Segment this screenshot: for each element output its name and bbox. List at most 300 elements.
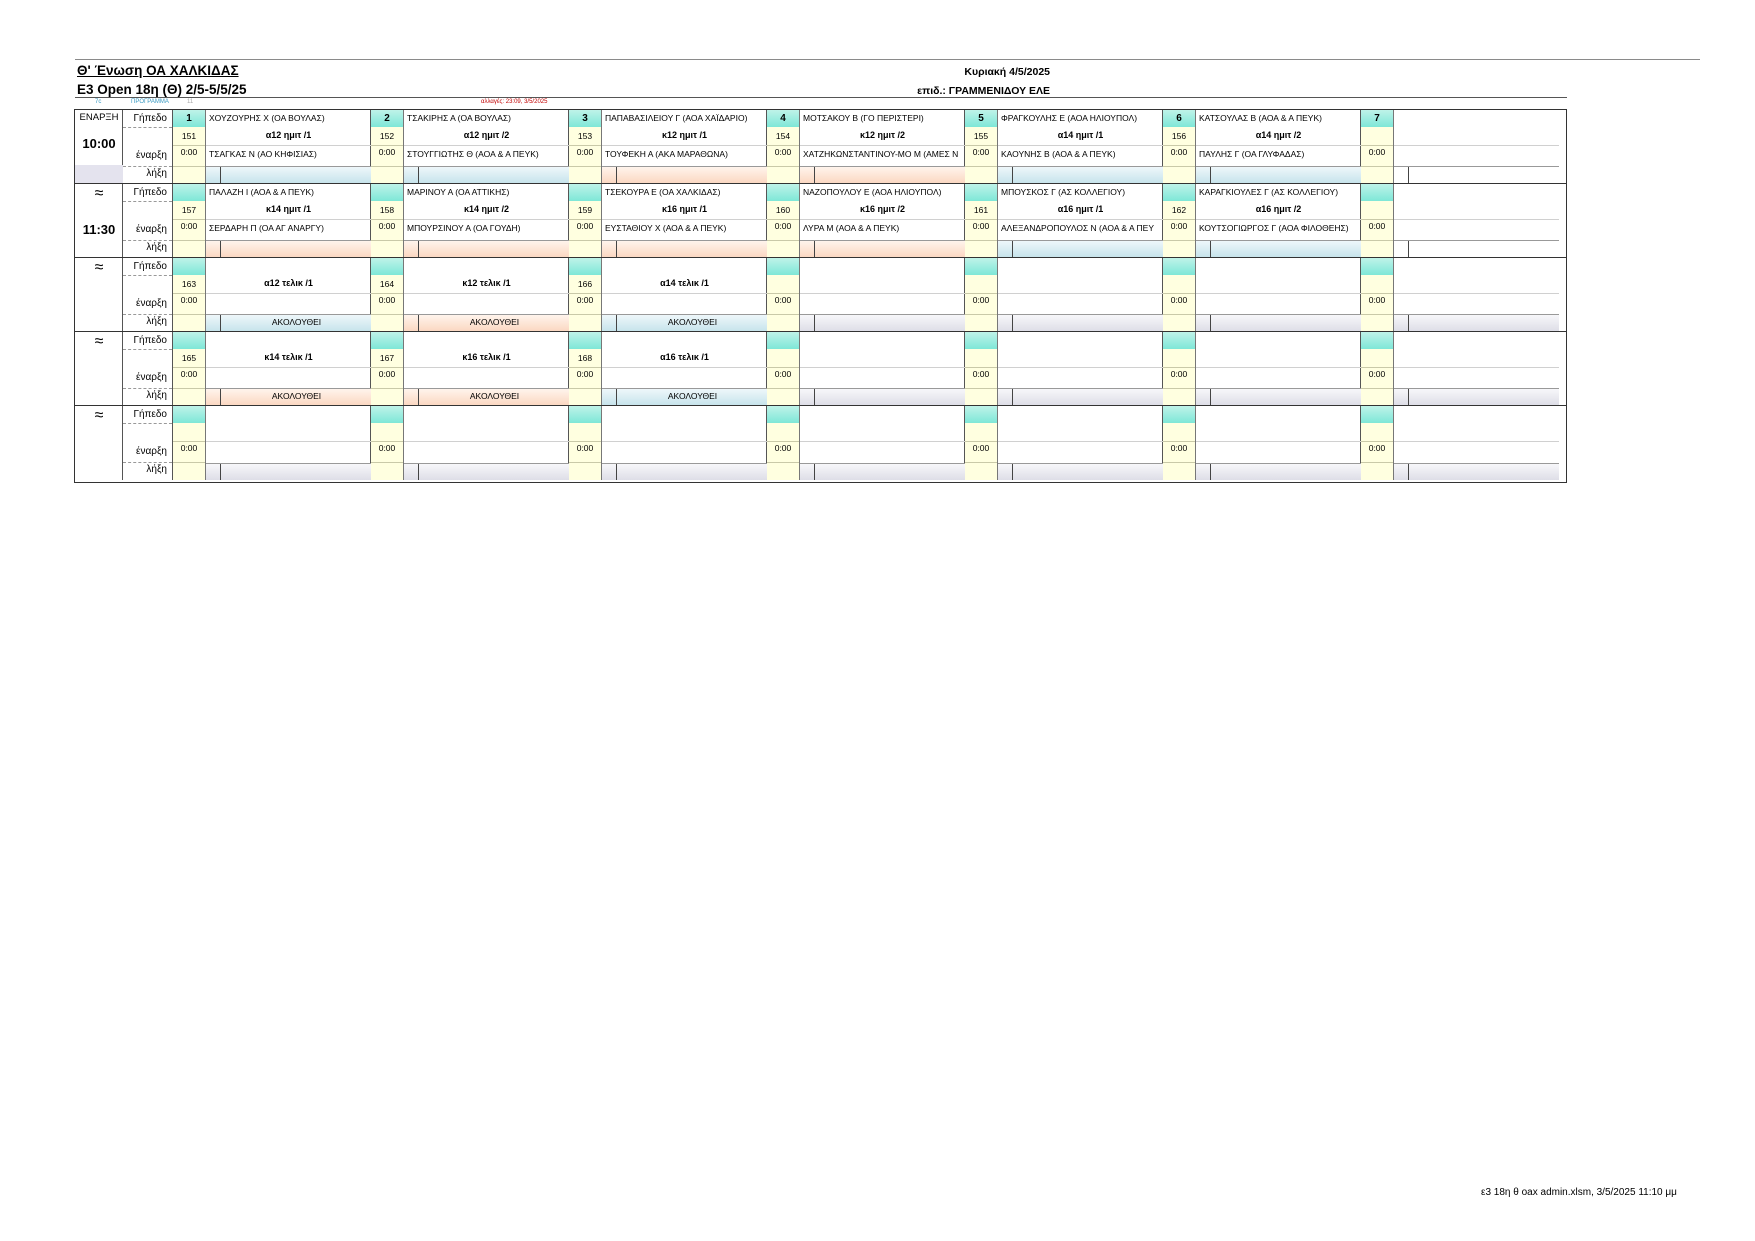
court-number (1361, 184, 1393, 201)
cell-divider (1361, 240, 1393, 241)
cell-divider (173, 166, 205, 167)
cell-divider (371, 441, 403, 442)
end-marker (616, 167, 617, 183)
court-cell[interactable] (1361, 332, 1560, 405)
end-row-label: λήξη (146, 390, 167, 401)
court-number (569, 406, 601, 423)
end-status-bar[interactable] (1394, 166, 1559, 183)
slot-time: 10:00 (82, 136, 116, 151)
cell-divider (371, 314, 403, 315)
end-status-bar[interactable] (602, 388, 767, 405)
player-1: ΦΡΑΓΚΟΥΛΗΣ Ε (ΑΟΑ ΗΛΙΟΥΠΟΛ) (1001, 113, 1138, 123)
start-time[interactable]: 0:00 (576, 147, 594, 157)
player-1: ΝΑΖΟΠΟΥΛΟΥ Ε (ΑΟΑ ΗΛΙΟΥΠΟΛ) (803, 187, 942, 197)
cell-divider (173, 219, 205, 220)
top-rule (75, 59, 1700, 60)
court-number (173, 184, 205, 201)
cell-divider (371, 219, 403, 220)
end-status-bar[interactable] (1196, 166, 1361, 183)
end-marker (418, 241, 419, 257)
round-label: κ16 ημιτ /1 (661, 204, 708, 214)
court-number (767, 406, 799, 423)
start-time[interactable]: 0:00 (1170, 295, 1188, 305)
end-status-bar[interactable] (404, 463, 569, 480)
court-number (965, 184, 997, 201)
round-label: κ12 τελικ /1 (462, 278, 511, 288)
court-number (1361, 332, 1393, 349)
court-number: 5 (965, 110, 997, 127)
start-time[interactable]: 0:00 (1170, 443, 1188, 453)
court-cell[interactable] (965, 332, 1163, 405)
court-cell[interactable] (569, 406, 767, 480)
end-status-bar[interactable] (800, 240, 965, 257)
player-1: ΤΣΕΚΟΥΡΑ Ε (ΟΑ ΧΑΛΚΙΔΑΣ) (605, 187, 721, 197)
cell-divider (173, 314, 205, 315)
end-status-bar[interactable] (206, 463, 371, 480)
start-time[interactable]: 0:00 (180, 369, 198, 379)
start-time[interactable]: 0:00 (774, 443, 792, 453)
end-status-bar[interactable] (602, 166, 767, 183)
court-number (371, 258, 403, 275)
end-status-bar[interactable] (602, 463, 767, 480)
match-number: 163 (181, 279, 197, 289)
number-column (1361, 406, 1394, 480)
cell-divider (767, 367, 799, 368)
cell-divider (767, 293, 799, 294)
number-column (1163, 110, 1196, 183)
match-number: 168 (577, 353, 593, 363)
court-cell[interactable] (371, 110, 569, 183)
court-number: 7 (1361, 110, 1393, 127)
number-column (173, 110, 206, 183)
match-number: 158 (379, 205, 395, 215)
player-2: ΤΟΥΦΕΚΗ Α (ΑΚΑ ΜΑΡΑΘΩΝΑ) (605, 149, 728, 159)
cell-divider (1394, 441, 1559, 442)
start-time[interactable]: 0:00 (972, 295, 990, 305)
court-row-label: Γήπεδο (133, 335, 167, 346)
court-cell[interactable] (965, 258, 1163, 331)
cell-divider (767, 240, 799, 241)
cell-divider (1361, 314, 1393, 315)
court-cell[interactable] (1361, 110, 1560, 183)
cell-divider (1163, 388, 1195, 389)
player-1: ΤΣΑΚΙΡΗΣ Α (ΟΑ ΒΟΥΛΑΣ) (407, 113, 511, 123)
approx-symbol: ≈ (94, 259, 104, 276)
court-cell[interactable] (1361, 258, 1560, 331)
row-labels (123, 406, 173, 480)
start-time[interactable]: 0:00 (576, 295, 594, 305)
start-row-label: έναρξη (136, 298, 167, 309)
schedule-date: Κυριακή 4/5/2025 (964, 66, 1050, 78)
end-marker (418, 389, 419, 405)
cell-divider (767, 314, 799, 315)
round-label: α14 ημιτ /2 (1255, 130, 1302, 140)
end-row-label: λήξη (146, 464, 167, 475)
start-time[interactable]: 0:00 (180, 147, 198, 157)
cell-divider (767, 441, 799, 442)
match-number: 159 (577, 205, 593, 215)
end-status-bar[interactable] (206, 166, 371, 183)
start-time[interactable]: 0:00 (378, 443, 396, 453)
schedule-grid (74, 109, 1567, 483)
end-status-bar[interactable] (800, 388, 965, 405)
court-row-label: Γήπεδο (133, 409, 167, 420)
cell-divider (569, 293, 601, 294)
end-status-bar[interactable] (998, 166, 1163, 183)
cell-divider (965, 219, 997, 220)
court-number (371, 184, 403, 201)
match-number: 152 (379, 131, 395, 141)
row-divider (123, 388, 172, 389)
start-time[interactable]: 0:00 (972, 443, 990, 453)
end-marker (1012, 315, 1013, 331)
cell-divider (371, 293, 403, 294)
end-marker (418, 464, 419, 480)
court-number (965, 406, 997, 423)
number-column (767, 258, 800, 331)
match-number: 154 (775, 131, 791, 141)
time-slot-block (75, 110, 1566, 184)
cell-divider (206, 145, 371, 146)
cell-divider (998, 145, 1163, 146)
start-time[interactable]: 0:00 (378, 295, 396, 305)
number-column (371, 332, 404, 405)
mini-note-changes: αλλαγές: 23:09, 3/5/2025 (481, 99, 548, 105)
end-status-bar[interactable] (998, 240, 1163, 257)
court-cell[interactable] (1163, 406, 1361, 480)
cell-divider (1361, 293, 1393, 294)
cell-divider (371, 166, 403, 167)
court-cell[interactable] (767, 110, 965, 183)
court-cell[interactable] (1163, 258, 1361, 331)
court-cell[interactable] (173, 406, 371, 480)
row-divider (123, 240, 172, 241)
round-label: α14 ημιτ /1 (1057, 130, 1104, 140)
end-status-bar[interactable] (206, 388, 371, 405)
slot-column (75, 258, 123, 331)
number-column (569, 258, 602, 331)
number-column (1163, 184, 1196, 257)
player-1: ΠΑΠΑΒΑΣΙΛΕΙΟΥ Γ (ΑΟΑ ΧΑΪΔΑΡΙΟ) (605, 113, 748, 123)
end-status: ΑΚΟΛΟΥΘΕΙ (271, 317, 322, 327)
end-marker (418, 167, 419, 183)
time-slot-block (75, 406, 1566, 480)
court-number (1361, 406, 1393, 423)
round-label: α16 ημιτ /1 (1057, 204, 1104, 214)
end-status-bar[interactable] (1394, 314, 1559, 331)
court-cell[interactable] (173, 184, 371, 257)
court-cell[interactable] (173, 332, 371, 405)
cell-divider (1163, 441, 1195, 442)
row-divider (123, 201, 172, 202)
court-cell[interactable] (569, 110, 767, 183)
match-number: 167 (379, 353, 395, 363)
round-label: α12 τελικ /1 (264, 278, 313, 288)
end-status-bar[interactable] (404, 166, 569, 183)
start-time[interactable]: 0:00 (774, 369, 792, 379)
court-cell[interactable] (767, 184, 965, 257)
end-row-label: λήξη (146, 316, 167, 327)
end-marker (220, 389, 221, 405)
end-status-bar[interactable] (1394, 463, 1559, 480)
start-time[interactable]: 0:00 (1368, 221, 1386, 231)
end-status-bar[interactable] (1196, 463, 1361, 480)
start-time[interactable]: 0:00 (774, 295, 792, 305)
start-row-label: έναρξη (136, 372, 167, 383)
number-column (1163, 332, 1196, 405)
court-cell[interactable] (965, 110, 1163, 183)
number-column (371, 184, 404, 257)
start-time[interactable]: 0:00 (1368, 443, 1386, 453)
end-status-bar[interactable] (1394, 388, 1559, 405)
cell-divider (1394, 367, 1559, 368)
cell-divider (767, 462, 799, 463)
match-number: 161 (973, 205, 989, 215)
start-time[interactable]: 0:00 (378, 147, 396, 157)
end-marker (1210, 315, 1211, 331)
court-number (371, 332, 403, 349)
court-cell[interactable] (1361, 184, 1560, 257)
start-time[interactable]: 0:00 (972, 369, 990, 379)
number-column (569, 110, 602, 183)
court-cell[interactable] (371, 184, 569, 257)
court-cell[interactable] (371, 406, 569, 480)
court-cell[interactable] (965, 184, 1163, 257)
match-number: 155 (973, 131, 989, 141)
court-cell[interactable] (767, 332, 965, 405)
number-column (767, 406, 800, 480)
number-column (965, 406, 998, 480)
cell-divider (1163, 367, 1195, 368)
cell-divider (206, 367, 371, 368)
cell-divider (767, 219, 799, 220)
cell-divider (173, 293, 205, 294)
start-time[interactable]: 0:00 (1368, 295, 1386, 305)
cell-divider (1163, 166, 1195, 167)
end-marker (1012, 464, 1013, 480)
end-marker (814, 464, 815, 480)
end-status-bar[interactable] (1196, 388, 1361, 405)
end-status: ΑΚΟΛΟΥΘΕΙ (469, 391, 520, 401)
cell-divider (602, 145, 767, 146)
number-column (569, 406, 602, 480)
start-time[interactable]: 0:00 (1368, 147, 1386, 157)
cell-divider (1394, 145, 1559, 146)
start-time[interactable]: 0:00 (180, 221, 198, 231)
player-2: ΣΤΟΥΓΓΙΩΤΗΣ Θ (ΑΟΑ & Α ΠΕΥΚ) (407, 149, 539, 159)
court-number (173, 258, 205, 275)
player-1: ΠΑΛΑΖΗ Ι (ΑΟΑ & Α ΠΕΥΚ) (209, 187, 315, 197)
cell-divider (965, 367, 997, 368)
start-time[interactable]: 0:00 (378, 221, 396, 231)
end-marker (1210, 167, 1211, 183)
number-column (371, 406, 404, 480)
start-time[interactable]: 0:00 (1170, 369, 1188, 379)
court-cell[interactable] (767, 258, 965, 331)
start-time[interactable]: 0:00 (378, 369, 396, 379)
round-label: α12 ημιτ /2 (463, 130, 510, 140)
end-status-bar[interactable] (602, 314, 767, 331)
start-time[interactable]: 0:00 (774, 147, 792, 157)
cell-divider (998, 293, 1163, 294)
cell-divider (404, 441, 569, 442)
cell-divider (800, 293, 965, 294)
number-column (965, 258, 998, 331)
round-label: κ16 τελικ /1 (462, 352, 511, 362)
court-cell[interactable] (371, 332, 569, 405)
cell-divider (602, 367, 767, 368)
end-status-bar[interactable] (206, 314, 371, 331)
end-status-bar[interactable] (998, 314, 1163, 331)
end-status-bar[interactable] (602, 240, 767, 257)
end-marker (616, 241, 617, 257)
start-time[interactable]: 0:00 (1170, 221, 1188, 231)
end-status-bar[interactable] (800, 166, 965, 183)
end-status: ΑΚΟΛΟΥΘΕΙ (469, 317, 520, 327)
court-number: 2 (371, 110, 403, 127)
cell-divider (1163, 293, 1195, 294)
cell-divider (998, 219, 1163, 220)
cell-divider (569, 367, 601, 368)
player-2: ΜΠΟΥΡΣΙΝΟΥ Α (ΟΑ ΓΟΥΔΗ) (407, 223, 521, 233)
cell-divider (800, 441, 965, 442)
end-status-bar[interactable] (800, 463, 965, 480)
player-1: ΧΟΥΖΟΥΡΗΣ Χ (ΟΑ ΒΟΥΛΑΣ) (209, 113, 325, 123)
end-status-bar[interactable] (998, 463, 1163, 480)
court-cell[interactable] (569, 258, 767, 331)
cell-divider (404, 219, 569, 220)
court-cell[interactable] (173, 110, 371, 183)
player-2: ΠΑΥΛΗΣ Γ (ΟΑ ΓΛΥΦΑΔΑΣ) (1199, 149, 1305, 159)
tournament-title: Θ' Ένωση ΟΑ ΧΑΛΚΙΔΑΣ (77, 63, 239, 78)
row-divider (123, 349, 172, 350)
cell-divider (1361, 145, 1393, 146)
player-1: ΜΑΡΙΝΟΥ Α (ΟΑ ΑΤΤΙΚΗΣ) (407, 187, 510, 197)
start-time[interactable]: 0:00 (1368, 369, 1386, 379)
start-time[interactable]: 0:00 (576, 221, 594, 231)
round-label: κ14 τελικ /1 (264, 352, 313, 362)
number-column (1361, 110, 1394, 183)
start-time[interactable]: 0:00 (972, 221, 990, 231)
tournament-subtitle: Ε3 Open 18η (Θ) 2/5-5/5/25 (77, 82, 247, 97)
cell-divider (206, 441, 371, 442)
court-cell[interactable] (767, 406, 965, 480)
row-divider (123, 275, 172, 276)
player-2: ΤΣΑΓΚΑΣ Ν (ΑΟ ΚΗΦΙΣΙΑΣ) (209, 149, 317, 159)
cell-divider (173, 388, 205, 389)
player-2: ΧΑΤΖΗΚΩΝΣΤΑΝΤΙΝΟΥ-ΜΟ Μ (ΑΜΕΣ Ν (803, 149, 959, 159)
referee-label: επιδ.: ΓΡΑΜΜΕΝΙΔΟΥ ΕΛΕ (917, 85, 1050, 97)
end-status-bar[interactable] (1394, 240, 1559, 257)
end-marker (220, 315, 221, 331)
end-status-bar[interactable] (1196, 240, 1361, 257)
start-time[interactable]: 0:00 (774, 221, 792, 231)
player-2: ΣΕΡΔΑΡΗ Π (ΟΑ ΑΓ ΑΝΑΡΓΥ) (209, 223, 324, 233)
player-2: ΚΑΟΥΝΗΣ Β (ΑΟΑ & Α ΠΕΥΚ) (1001, 149, 1116, 159)
start-time[interactable]: 0:00 (972, 147, 990, 157)
cell-divider (206, 219, 371, 220)
end-status-bar[interactable] (404, 388, 569, 405)
court-number (965, 258, 997, 275)
court-row-label: Γήπεδο (133, 187, 167, 198)
number-column (1163, 406, 1196, 480)
cell-divider (371, 240, 403, 241)
round-label: κ12 ημιτ /1 (661, 130, 708, 140)
end-status-bar[interactable] (206, 240, 371, 257)
row-divider (123, 462, 172, 463)
number-column (371, 258, 404, 331)
court-cell[interactable] (173, 258, 371, 331)
start-time[interactable]: 0:00 (1170, 147, 1188, 157)
court-cell[interactable] (1361, 406, 1560, 480)
cell-divider (1361, 166, 1393, 167)
end-marker (1210, 389, 1211, 405)
start-time[interactable]: 0:00 (576, 443, 594, 453)
number-column (173, 184, 206, 257)
cell-divider (173, 462, 205, 463)
end-status-bar[interactable] (998, 388, 1163, 405)
cell-divider (998, 441, 1163, 442)
court-number: 4 (767, 110, 799, 127)
row-labels (123, 332, 173, 405)
end-status-bar[interactable] (1196, 314, 1361, 331)
number-column (767, 110, 800, 183)
start-time[interactable]: 0:00 (576, 369, 594, 379)
round-label: κ14 ημιτ /2 (463, 204, 510, 214)
court-cell[interactable] (1163, 332, 1361, 405)
start-time[interactable]: 0:00 (180, 295, 198, 305)
end-status-bar[interactable] (404, 314, 569, 331)
end-marker (1408, 167, 1409, 183)
end-status-bar[interactable] (404, 240, 569, 257)
row-divider (123, 314, 172, 315)
cell-divider (1361, 219, 1393, 220)
row-divider (123, 127, 172, 128)
end-marker (1210, 464, 1211, 480)
cell-divider (1196, 367, 1361, 368)
cell-divider (569, 462, 601, 463)
court-cell[interactable] (1163, 110, 1361, 183)
cell-divider (1361, 441, 1393, 442)
cell-divider (1361, 462, 1393, 463)
cell-divider (1163, 462, 1195, 463)
slot-time: 11:30 (82, 222, 116, 237)
start-time[interactable]: 0:00 (180, 443, 198, 453)
cell-divider (404, 145, 569, 146)
number-column (569, 184, 602, 257)
cell-divider (800, 145, 965, 146)
court-cell[interactable] (1163, 184, 1361, 257)
court-cell[interactable] (371, 258, 569, 331)
court-cell[interactable] (569, 184, 767, 257)
court-cell[interactable] (569, 332, 767, 405)
number-column (965, 332, 998, 405)
end-marker (1012, 167, 1013, 183)
player-2: ΚΟΥΤΣΟΓΙΩΡΓΟΣ Γ (ΑΟΑ ΦΙΛΟΘΕΗΣ) (1199, 223, 1349, 233)
cell-divider (1196, 145, 1361, 146)
court-cell[interactable] (965, 406, 1163, 480)
number-column (965, 110, 998, 183)
end-status-bar[interactable] (800, 314, 965, 331)
cell-divider (965, 240, 997, 241)
number-column (371, 110, 404, 183)
cell-divider (569, 166, 601, 167)
time-slot-block (75, 258, 1566, 332)
cell-divider (767, 166, 799, 167)
round-label: κ14 ημιτ /1 (265, 204, 312, 214)
number-column (767, 332, 800, 405)
number-column (1361, 332, 1394, 405)
